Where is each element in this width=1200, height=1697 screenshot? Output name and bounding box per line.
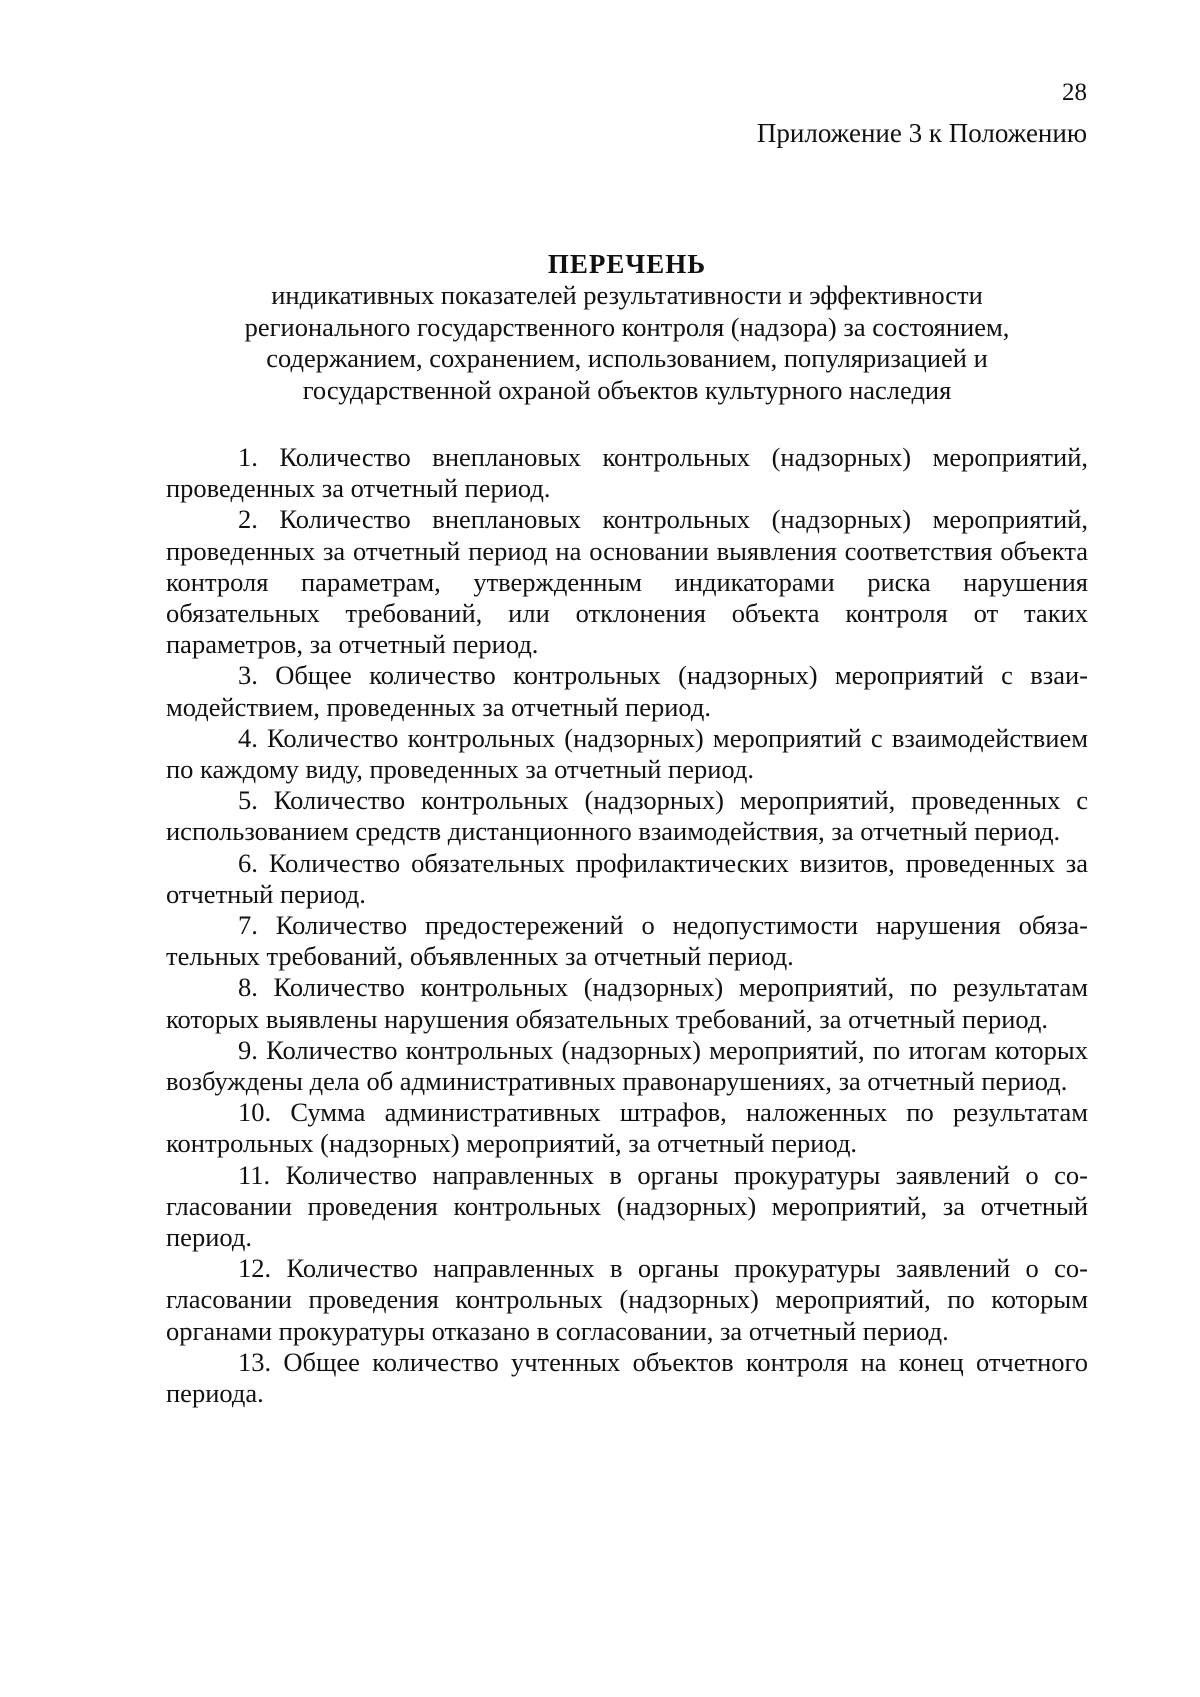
indicator-item: 13. Общее количество учтенных объектов контроля на конец отчетного периода. bbox=[166, 1346, 1088, 1409]
indicator-item: 4. Количество контрольных (надзорных) мероприятий с взаимодействием по каждому виду, проведенных за отчетный период. bbox=[166, 722, 1088, 785]
indicator-item: 5. Количество контрольных (надзорных) мероприятий, проведенных с использованием средств дистанционного взаимодействия, за отчетный период. bbox=[166, 785, 1088, 847]
document-title: ПЕРЕЧЕНЬ bbox=[547, 249, 707, 279]
indicator-item: 3. Общее количество контрольных (надзорных) мероприятий с взаимодействием, проведенных за отчетный период. bbox=[166, 660, 1088, 722]
indicator-item: 10. Сумма административных штрафов, наложенных по результатам контрольных (надзорных) мероприятий, за отчетный период. bbox=[166, 1097, 1088, 1159]
subtitle-line: индикативных показателей результативности и эффективности bbox=[271, 280, 983, 310]
indicator-item: 1. Количество внеплановых контрольных (надзорных) мероприятий, проведенных за отчетный период. bbox=[166, 442, 1088, 504]
page-number: 28 bbox=[1062, 79, 1087, 106]
indicator-list bbox=[166, 442, 1088, 1409]
indicator-item: 2. Количество внеплановых контрольных (надзорных) мероприятий, проведенных за отчетный период на основании выявления соответствия объекта контроля параметрам, утвержденным индикаторами риска нарушения обязательных требований, или отклонения объекта контроля от таких параметров, за отчетный период. bbox=[166, 504, 1088, 660]
indicator-item: 6. Количество обязательных профилактических визитов, проведенных за отчетный период. bbox=[166, 847, 1088, 909]
indicator-item: 12. Количество направленных в органы прокуратуры заявлений о согласовании проведения контрольных (надзорных) мероприятий, по которым органами прокуратуры отказано в согласовании, за отчетный период. bbox=[166, 1253, 1088, 1346]
document-subtitle bbox=[166, 280, 1088, 406]
document-heading bbox=[166, 248, 1088, 406]
indicator-item: 7. Количество предостережений о недопустимости нарушения обязательных требований, объявленных за отчетный период. bbox=[166, 910, 1088, 972]
appendix-reference: Приложение 3 к Положению bbox=[756, 118, 1087, 148]
subtitle-line: государственной охраной объектов культурного наследия bbox=[302, 374, 952, 405]
subtitle-line: содержанием, сохранением, использованием, популяризацией и bbox=[266, 343, 988, 373]
indicator-item: 9. Количество контрольных (надзорных) мероприятий, по итогам которых возбуждены дела об административных правонарушениях, за отчетный период. bbox=[166, 1034, 1088, 1097]
subtitle-line: регионального государственного контроля (надзора) за состоянием, bbox=[244, 311, 1010, 342]
indicator-item: 8. Количество контрольных (надзорных) мероприятий, по результатам которых выявлены нарушения обязательных требований, за отчетный период. bbox=[166, 972, 1088, 1034]
indicator-item: 11. Количество направленных в органы прокуратуры заявлений о согласовании проведения контрольных (надзорных) мероприятий, за отчетный период. bbox=[166, 1159, 1088, 1253]
